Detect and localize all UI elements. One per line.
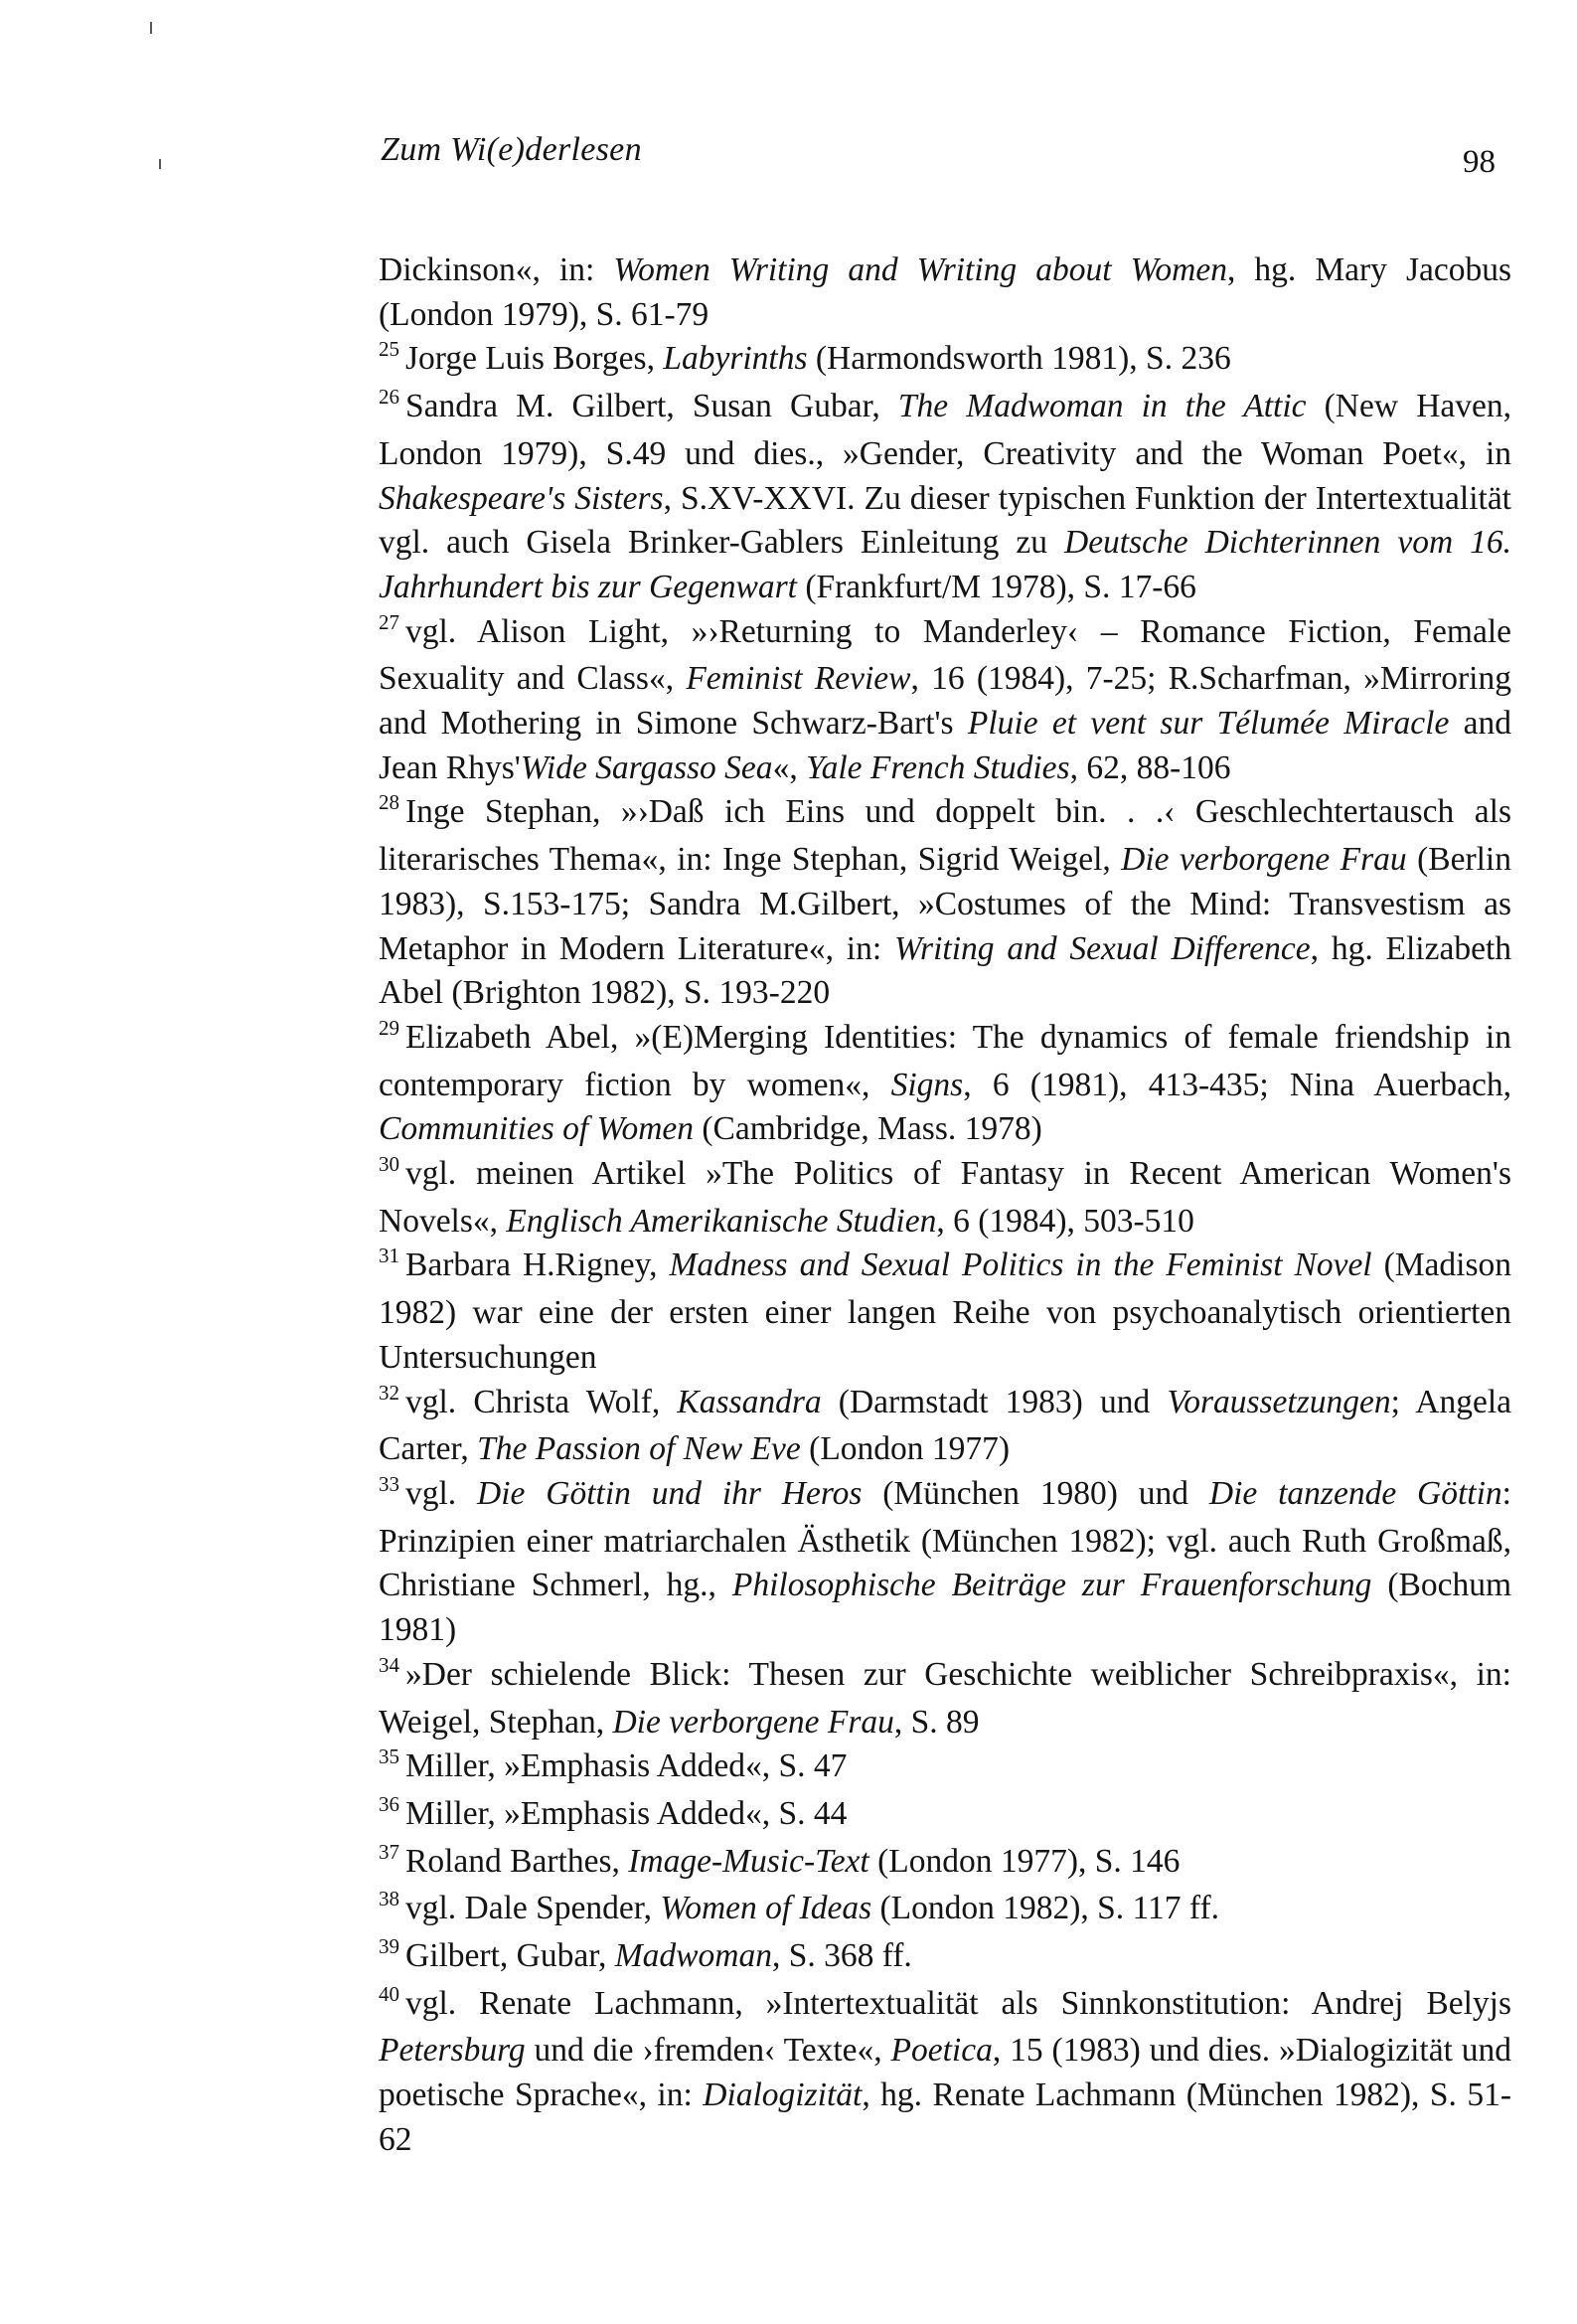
footnote-36: [379, 1792, 1511, 1840]
footnote-title: Feminist Review: [686, 660, 911, 698]
footnote-text: Inge Stephan, »›Daß ich Eins und doppelt bin. . .‹ Geschlechtertausch als literarisches Thema«, in: Inge Stephan, Sigrid Weigel,: [379, 793, 1511, 879]
footnote-38: [379, 1887, 1511, 1934]
footnote-title: Pluie et vent sur Télumée Miracle: [967, 705, 1450, 743]
footnote-title: Die verborgene Frau: [1121, 841, 1407, 879]
footnote-text: (Darmstadt 1983) und: [821, 1383, 1168, 1420]
footnote-title: Writing and Sexual Difference: [893, 929, 1311, 967]
footnote-text: Sandra M. Gilbert, Susan Gubar,: [405, 388, 898, 425]
scan-mark-top: [150, 22, 152, 34]
footnote-text: (Cambridge, Mass. 1978): [694, 1110, 1042, 1148]
footnotes: [379, 249, 1511, 2163]
footnote-number: 38: [379, 1887, 399, 1911]
footnote-28: [379, 790, 1511, 1016]
footnote-title: Poetica: [890, 2032, 993, 2070]
footnote-title: Yale French Studies: [806, 748, 1070, 786]
footnote-text: , hg. Elizabeth Abel (Brighton 1982), S. 193-220: [379, 929, 1511, 1012]
footnote-text: und die ›fremden‹ Texte«,: [525, 2032, 891, 2070]
footnote-number: 32: [379, 1380, 399, 1405]
footnote-text: , hg. Mary Jacobus (London 1979), S. 61-79: [379, 251, 1512, 333]
footnote-text: (Bochum 1981): [379, 1567, 1511, 1649]
footnote-27: [379, 610, 1511, 791]
footnote-title: Madness and Sexual Politics in the Feminist Novel: [669, 1246, 1372, 1284]
footnote-number: 33: [379, 1471, 399, 1496]
footnote-title: Image-Music-Text: [628, 1842, 869, 1880]
footnote-title: Voraussetzungen: [1167, 1383, 1391, 1420]
footnote-text: , S. 89: [893, 1703, 980, 1741]
footnote-33: [379, 1472, 1511, 1653]
footnote-text: , hg. Renate Lachmann (München 1982), S. 51-62: [379, 2076, 1511, 2158]
footnote-text: «,: [772, 748, 807, 786]
footnote-title: Women Writing and Writing about Women: [613, 251, 1227, 288]
footnote-title: Philosophische Beiträge zur Frauenforschung: [731, 1567, 1372, 1604]
footnote-text: »Der schielende Blick: Thesen zur Geschichte weiblicher Schreibpraxis«, in: Weigel, Stephan,: [379, 1655, 1511, 1741]
footnote-text: vgl. Christa Wolf,: [405, 1383, 678, 1420]
footnote-title: Deutsche Dichterinnen vom 16. Jahrhundert bis zur Gegenwart: [379, 524, 1511, 605]
footnote-40: [379, 1982, 1511, 2163]
scan-mark-left: [159, 159, 161, 169]
footnote-number: 35: [379, 1744, 399, 1769]
footnote-title: Women of Ideas: [660, 1890, 872, 1927]
footnote-text: (London 1977): [800, 1430, 1011, 1468]
footnote-text: , S. 368 ff.: [771, 1937, 912, 1975]
footnote-35: [379, 1744, 1511, 1792]
footnote-text: , 6 (1984), 503-510: [936, 1202, 1194, 1240]
footnote-title: Die verborgene Frau: [612, 1703, 894, 1741]
footnote-text: vgl. Renate Lachmann, »Intertextualität als Sinnkonstitution: Andrej Belyjs: [405, 1984, 1511, 2022]
footnote-text: ; Angela Carter,: [379, 1383, 1512, 1468]
footnote-text: (London 1982), S. 117 ff.: [871, 1890, 1219, 1927]
footnote-text: Gilbert, Gubar,: [405, 1937, 615, 1975]
footnote-37: [379, 1840, 1511, 1888]
footnote-number: 29: [379, 1015, 399, 1040]
footnote-29: [379, 1016, 1511, 1152]
footnote-31: [379, 1244, 1511, 1380]
footnote-text: vgl.: [405, 1474, 478, 1512]
footnote-title: Labyrinths: [663, 340, 808, 378]
footnote-text: Elizabeth Abel, »(E)Merging Identities: The dynamics of female friendship in contemporary fiction by women«,: [379, 1018, 1511, 1103]
footnote-text: (Madison 1982) war eine der ersten einer langen Reihe von psychoanalytisch orientierten Untersuchungen: [379, 1246, 1511, 1376]
footnote-number: 34: [379, 1652, 399, 1677]
footnote-text: , 6 (1981), 413-435; Nina Auerbach,: [963, 1066, 1511, 1103]
footnote-continuation: [379, 249, 1511, 337]
footnote-title: Shakespeare's Sisters: [379, 479, 664, 517]
footnote-list: [379, 337, 1511, 2162]
footnote-title: Madwoman: [614, 1937, 772, 1975]
footnote-text: Miller, »Emphasis Added«, S. 44: [405, 1794, 848, 1832]
footnote-title: Die Göttin und ihr Heros: [477, 1474, 863, 1512]
footnote-text: Dickinson«, in:: [379, 251, 614, 288]
footnote-number: 40: [379, 1981, 399, 2006]
footnote-text: (München 1980) und: [862, 1474, 1209, 1512]
footnote-title: Englisch Amerikanische Studien: [506, 1202, 937, 1240]
footnote-title: The Madwoman in the Attic: [897, 388, 1307, 425]
footnote-text: , 16 (1984), 7-25; R.Scharfman, »Mirroring and Mothering in Simone Schwarz-Bart's: [379, 660, 1511, 743]
footnote-text: , 62, 88-106: [1069, 748, 1231, 786]
footnote-34: [379, 1653, 1511, 1744]
footnote-25: [379, 337, 1511, 385]
footnote-text: Jorge Luis Borges,: [405, 340, 664, 378]
footnote-text: vgl. Dale Spender,: [405, 1890, 661, 1927]
footnote-26: [379, 385, 1511, 610]
footnote-text: Miller, »Emphasis Added«, S. 47: [405, 1747, 848, 1785]
footnote-title: Wide Sargasso Sea: [520, 748, 773, 786]
footnote-number: 36: [379, 1791, 399, 1816]
footnote-number: 25: [379, 337, 399, 362]
footnote-number: 39: [379, 1934, 399, 1959]
footnote-title: Communities of Women: [379, 1110, 695, 1148]
footnote-number: 28: [379, 790, 399, 815]
footnote-title: Kassandra: [677, 1383, 822, 1420]
footnote-title: The Passion of New Eve: [477, 1430, 801, 1468]
footnote-text: : Prinzipien einer matriarchalen Ästhetik (München 1982); vgl. auch Ruth Großmaß, Christiane Schmerl, hg.,: [379, 1474, 1511, 1604]
footnote-number: 27: [379, 609, 399, 634]
footnote-title: Petersburg: [379, 2032, 526, 2070]
footnote-text: vgl. Alison Light, »›Returning to Manderley‹ – Romance Fiction, Female Sexuality and Class«,: [379, 612, 1511, 698]
footnote-number: 31: [379, 1244, 399, 1268]
footnote-text: (London 1977), S. 146: [868, 1842, 1181, 1880]
footnote-number: 37: [379, 1839, 399, 1864]
footnote-text: vgl. meinen Artikel »The Politics of Fantasy in Recent American Women's Novels«,: [379, 1155, 1511, 1240]
footnote-text: , 15 (1983) und dies. »Dialogizität und poetische Sprache«, in:: [379, 2032, 1511, 2114]
footnote-39: [379, 1934, 1511, 1982]
footnote-text: and Jean Rhys': [379, 705, 1511, 786]
footnote-text: (Harmondsworth 1981), S. 236: [807, 340, 1231, 378]
footnote-text: (Berlin 1983), S.153-175; Sandra M.Gilbert, »Costumes of the Mind: Transvestism as Metaphor in Modern Literature«, in:: [379, 841, 1511, 967]
footnote-title: Dialogizität: [703, 2076, 863, 2114]
footnote-text: (Frankfurt/M 1978), S. 17-66: [796, 568, 1196, 605]
footnote-text: (New Haven, London 1979), S.49 und dies., »Gender, Creativity and the Woman Poet«, in: [379, 388, 1511, 472]
footnote-number: 30: [379, 1152, 399, 1177]
footnote-title: Signs: [890, 1066, 964, 1103]
footnote-number: 26: [379, 385, 399, 410]
footnote-30: [379, 1152, 1511, 1244]
footnote-text: Barbara H.Rigney,: [405, 1246, 670, 1284]
footnote-text: , S.XV-XXVI. Zu dieser typischen Funktion der Intertextualität vgl. auch Gisela Brinker-Gablers Einleitung zu: [379, 479, 1511, 562]
footnote-text: Roland Barthes,: [405, 1842, 629, 1880]
page-number: 98: [1463, 144, 1496, 180]
footnote-32: [379, 1381, 1511, 1472]
running-title: Zum Wi(e)derlesen: [381, 131, 642, 168]
footnote-title: Die tanzende Göttin: [1208, 1474, 1502, 1512]
